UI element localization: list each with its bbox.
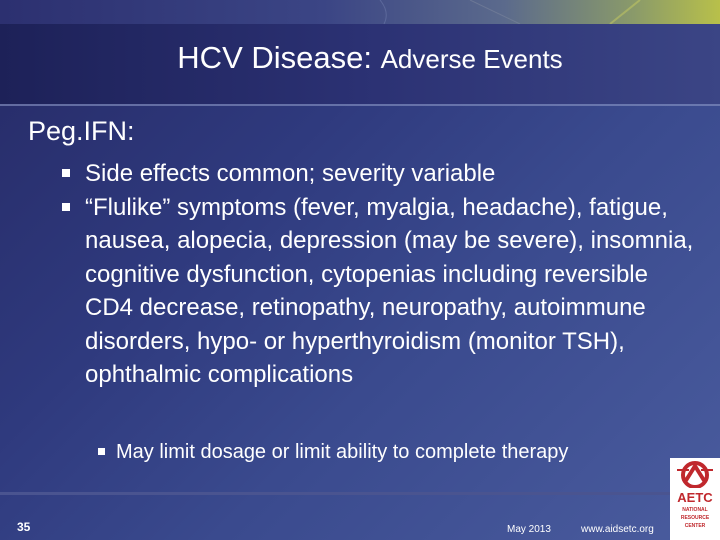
bullet-text: “Flulike” symptoms (fever, myalgia, headache), fatigue, nausea, alopecia, depression (may be severe), insomnia, cognitive dysfunction, cytopenias including reversible CD4 decrease, retinopathy, neuropathy, autoimmune disorders, hypo- or hyperthyroidism (monitor TSH), ophthalmic complications <box>85 193 694 388</box>
logo-line-3: CENTER <box>684 523 706 529</box>
slide-title-main: HCV Disease: <box>177 40 381 75</box>
sub-bullet-text: May limit dosage or limit ability to complete therapy <box>116 441 569 463</box>
title-divider <box>0 104 720 106</box>
square-bullet-icon <box>62 203 70 211</box>
footer-divider <box>0 492 670 495</box>
page-number: 35 <box>17 520 31 534</box>
aetc-mark-icon <box>673 460 717 488</box>
bullet-text: Side effects common; severity variable <box>85 160 496 187</box>
square-bullet-icon <box>62 169 70 177</box>
logo-subtext <box>670 506 720 530</box>
square-bullet-icon <box>98 448 105 455</box>
slide-title <box>0 40 720 76</box>
footer-url: www.aidsetc.org <box>581 524 654 535</box>
footer-date: May 2013 <box>507 524 551 535</box>
bullet-item <box>62 157 702 191</box>
decorative-swoosh <box>0 0 720 24</box>
lead-text: Peg.IFN: <box>28 116 135 146</box>
slide-title-sub: Adverse Events <box>380 44 563 74</box>
bullet-list <box>62 157 702 392</box>
aetc-logo <box>670 458 720 540</box>
sub-bullet-item <box>98 438 720 466</box>
bullet-item <box>62 191 702 392</box>
logo-line-1: NATIONAL <box>682 507 708 513</box>
logo-line-2: RESOURCE <box>680 515 710 521</box>
logo-abbrev: AETC <box>677 490 713 505</box>
